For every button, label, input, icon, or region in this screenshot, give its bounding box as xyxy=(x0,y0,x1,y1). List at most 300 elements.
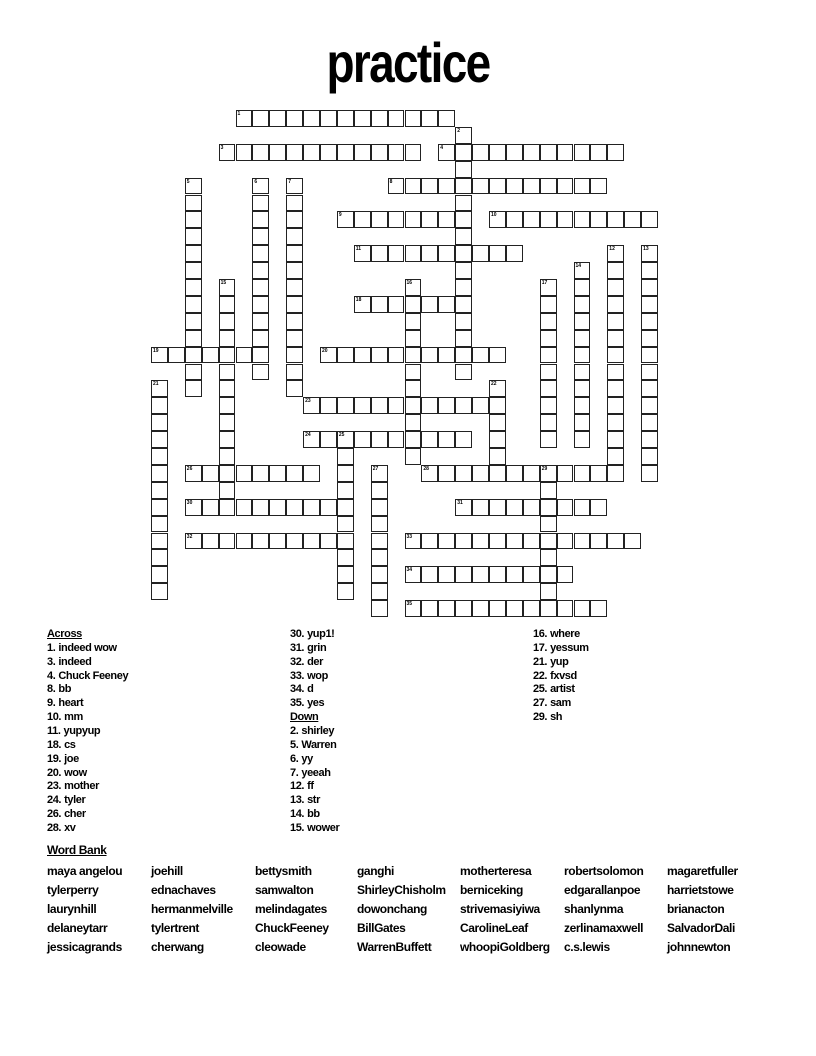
grid-cell[interactable] xyxy=(472,600,489,617)
grid-cell[interactable] xyxy=(286,279,303,296)
grid-cell[interactable] xyxy=(506,465,523,482)
grid-cell[interactable] xyxy=(438,211,455,228)
grid-cell[interactable] xyxy=(371,245,388,262)
grid-cell[interactable] xyxy=(540,600,557,617)
grid-cell[interactable] xyxy=(540,144,557,161)
grid-cell[interactable] xyxy=(337,465,354,482)
grid-cell[interactable] xyxy=(269,533,286,550)
grid-cell[interactable] xyxy=(219,482,236,499)
grid-cell[interactable] xyxy=(286,228,303,245)
grid-cell[interactable] xyxy=(489,566,506,583)
grid-cell[interactable] xyxy=(574,600,591,617)
grid-cell[interactable] xyxy=(252,499,269,516)
grid-cell[interactable] xyxy=(405,414,422,431)
grid-cell[interactable] xyxy=(269,144,286,161)
grid-cell[interactable] xyxy=(590,499,607,516)
grid-cell[interactable] xyxy=(438,296,455,313)
grid-cell[interactable] xyxy=(641,448,658,465)
grid-cell[interactable] xyxy=(388,296,405,313)
grid-cell[interactable] xyxy=(405,144,422,161)
grid-cell[interactable] xyxy=(489,448,506,465)
grid-cell[interactable] xyxy=(523,533,540,550)
grid-cell[interactable] xyxy=(438,245,455,262)
grid-cell[interactable] xyxy=(540,482,557,499)
grid-cell[interactable] xyxy=(252,245,269,262)
grid-cell[interactable] xyxy=(489,499,506,516)
grid-cell[interactable] xyxy=(574,330,591,347)
grid-cell[interactable] xyxy=(252,364,269,381)
grid-cell[interactable] xyxy=(421,296,438,313)
grid-cell[interactable] xyxy=(489,144,506,161)
grid-cell[interactable] xyxy=(540,499,557,516)
grid-cell[interactable] xyxy=(337,448,354,465)
grid-cell[interactable] xyxy=(540,313,557,330)
grid-cell[interactable] xyxy=(574,465,591,482)
grid-cell[interactable] xyxy=(388,144,405,161)
grid-cell[interactable] xyxy=(574,178,591,195)
grid-cell[interactable] xyxy=(455,465,472,482)
grid-cell[interactable] xyxy=(540,583,557,600)
grid-cell[interactable] xyxy=(438,533,455,550)
grid-cell[interactable] xyxy=(540,549,557,566)
grid-cell[interactable] xyxy=(472,178,489,195)
grid-cell[interactable] xyxy=(371,549,388,566)
grid-cell[interactable] xyxy=(337,533,354,550)
grid-cell[interactable] xyxy=(455,195,472,212)
grid-cell[interactable] xyxy=(219,296,236,313)
grid-cell[interactable] xyxy=(574,144,591,161)
grid-cell[interactable] xyxy=(337,397,354,414)
grid-cell[interactable] xyxy=(574,296,591,313)
grid-cell[interactable] xyxy=(286,144,303,161)
grid-cell[interactable] xyxy=(421,178,438,195)
grid-cell[interactable] xyxy=(506,499,523,516)
grid-cell[interactable] xyxy=(421,566,438,583)
grid-cell[interactable] xyxy=(489,414,506,431)
grid-cell[interactable] xyxy=(557,144,574,161)
grid-cell[interactable] xyxy=(641,347,658,364)
grid-cell[interactable] xyxy=(472,566,489,583)
grid-cell[interactable] xyxy=(303,397,320,414)
grid-cell[interactable] xyxy=(405,330,422,347)
grid-cell[interactable] xyxy=(455,600,472,617)
grid-cell[interactable] xyxy=(151,499,168,516)
grid-cell[interactable] xyxy=(286,178,303,195)
grid-cell[interactable] xyxy=(574,499,591,516)
grid-cell[interactable] xyxy=(607,397,624,414)
grid-cell[interactable] xyxy=(455,533,472,550)
grid-cell[interactable] xyxy=(438,347,455,364)
grid-cell[interactable] xyxy=(641,245,658,262)
grid-cell[interactable] xyxy=(337,499,354,516)
grid-cell[interactable] xyxy=(607,414,624,431)
grid-cell[interactable] xyxy=(641,279,658,296)
grid-cell[interactable] xyxy=(303,110,320,127)
grid-cell[interactable] xyxy=(574,262,591,279)
grid-cell[interactable] xyxy=(523,211,540,228)
grid-cell[interactable] xyxy=(286,465,303,482)
grid-cell[interactable] xyxy=(641,414,658,431)
grid-cell[interactable] xyxy=(506,144,523,161)
grid-cell[interactable] xyxy=(557,533,574,550)
grid-cell[interactable] xyxy=(151,448,168,465)
grid-cell[interactable] xyxy=(388,110,405,127)
grid-cell[interactable] xyxy=(151,549,168,566)
grid-cell[interactable] xyxy=(455,397,472,414)
grid-cell[interactable] xyxy=(489,533,506,550)
grid-cell[interactable] xyxy=(320,397,337,414)
grid-cell[interactable] xyxy=(472,397,489,414)
grid-cell[interactable] xyxy=(405,364,422,381)
grid-cell[interactable] xyxy=(185,313,202,330)
grid-cell[interactable] xyxy=(168,347,185,364)
grid-cell[interactable] xyxy=(641,262,658,279)
grid-cell[interactable] xyxy=(286,211,303,228)
grid-cell[interactable] xyxy=(337,516,354,533)
grid-cell[interactable] xyxy=(574,347,591,364)
grid-cell[interactable] xyxy=(641,313,658,330)
grid-cell[interactable] xyxy=(489,211,506,228)
grid-cell[interactable] xyxy=(607,431,624,448)
grid-cell[interactable] xyxy=(590,533,607,550)
grid-cell[interactable] xyxy=(523,178,540,195)
grid-cell[interactable] xyxy=(236,465,253,482)
grid-cell[interactable] xyxy=(252,279,269,296)
grid-cell[interactable] xyxy=(219,313,236,330)
grid-cell[interactable] xyxy=(489,465,506,482)
grid-cell[interactable] xyxy=(421,465,438,482)
grid-cell[interactable] xyxy=(540,279,557,296)
grid-cell[interactable] xyxy=(252,313,269,330)
grid-cell[interactable] xyxy=(438,178,455,195)
grid-cell[interactable] xyxy=(574,533,591,550)
grid-cell[interactable] xyxy=(371,296,388,313)
grid-cell[interactable] xyxy=(523,144,540,161)
grid-cell[interactable] xyxy=(269,465,286,482)
grid-cell[interactable] xyxy=(405,211,422,228)
grid-cell[interactable] xyxy=(388,347,405,364)
grid-cell[interactable] xyxy=(151,533,168,550)
grid-cell[interactable] xyxy=(252,296,269,313)
grid-cell[interactable] xyxy=(354,397,371,414)
grid-cell[interactable] xyxy=(590,465,607,482)
grid-cell[interactable] xyxy=(607,448,624,465)
grid-cell[interactable] xyxy=(371,397,388,414)
grid-cell[interactable] xyxy=(405,245,422,262)
grid-cell[interactable] xyxy=(540,431,557,448)
grid-cell[interactable] xyxy=(286,347,303,364)
grid-cell[interactable] xyxy=(540,347,557,364)
grid-cell[interactable] xyxy=(219,431,236,448)
grid-cell[interactable] xyxy=(405,566,422,583)
grid-cell[interactable] xyxy=(557,178,574,195)
grid-cell[interactable] xyxy=(388,178,405,195)
grid-cell[interactable] xyxy=(506,211,523,228)
grid-cell[interactable] xyxy=(641,397,658,414)
grid-cell[interactable] xyxy=(151,583,168,600)
grid-cell[interactable] xyxy=(455,144,472,161)
grid-cell[interactable] xyxy=(354,144,371,161)
grid-cell[interactable] xyxy=(185,211,202,228)
grid-cell[interactable] xyxy=(540,566,557,583)
grid-cell[interactable] xyxy=(438,397,455,414)
grid-cell[interactable] xyxy=(489,245,506,262)
grid-cell[interactable] xyxy=(202,533,219,550)
grid-cell[interactable] xyxy=(219,499,236,516)
grid-cell[interactable] xyxy=(506,245,523,262)
grid-cell[interactable] xyxy=(489,600,506,617)
grid-cell[interactable] xyxy=(574,313,591,330)
grid-cell[interactable] xyxy=(202,499,219,516)
grid-cell[interactable] xyxy=(219,364,236,381)
grid-cell[interactable] xyxy=(607,533,624,550)
grid-cell[interactable] xyxy=(252,211,269,228)
grid-cell[interactable] xyxy=(185,364,202,381)
grid-cell[interactable] xyxy=(421,533,438,550)
grid-cell[interactable] xyxy=(455,228,472,245)
grid-cell[interactable] xyxy=(624,211,641,228)
grid-cell[interactable] xyxy=(371,533,388,550)
grid-cell[interactable] xyxy=(472,533,489,550)
grid-cell[interactable] xyxy=(455,431,472,448)
grid-cell[interactable] xyxy=(438,465,455,482)
grid-cell[interactable] xyxy=(219,330,236,347)
grid-cell[interactable] xyxy=(421,600,438,617)
grid-cell[interactable] xyxy=(455,364,472,381)
grid-cell[interactable] xyxy=(185,245,202,262)
grid-cell[interactable] xyxy=(371,347,388,364)
grid-cell[interactable] xyxy=(151,347,168,364)
grid-cell[interactable] xyxy=(185,499,202,516)
grid-cell[interactable] xyxy=(438,566,455,583)
grid-cell[interactable] xyxy=(236,499,253,516)
grid-cell[interactable] xyxy=(540,211,557,228)
grid-cell[interactable] xyxy=(540,330,557,347)
grid-cell[interactable] xyxy=(455,262,472,279)
grid-cell[interactable] xyxy=(607,262,624,279)
grid-cell[interactable] xyxy=(252,228,269,245)
grid-cell[interactable] xyxy=(202,347,219,364)
grid-cell[interactable] xyxy=(557,211,574,228)
grid-cell[interactable] xyxy=(421,431,438,448)
grid-cell[interactable] xyxy=(455,296,472,313)
grid-cell[interactable] xyxy=(489,431,506,448)
grid-cell[interactable] xyxy=(590,178,607,195)
grid-cell[interactable] xyxy=(354,431,371,448)
grid-cell[interactable] xyxy=(388,245,405,262)
grid-cell[interactable] xyxy=(185,195,202,212)
grid-cell[interactable] xyxy=(371,431,388,448)
grid-cell[interactable] xyxy=(438,144,455,161)
grid-cell[interactable] xyxy=(151,465,168,482)
grid-cell[interactable] xyxy=(641,296,658,313)
grid-cell[interactable] xyxy=(286,245,303,262)
grid-cell[interactable] xyxy=(641,330,658,347)
grid-cell[interactable] xyxy=(574,397,591,414)
grid-cell[interactable] xyxy=(405,347,422,364)
grid-cell[interactable] xyxy=(405,600,422,617)
grid-cell[interactable] xyxy=(455,127,472,144)
grid-cell[interactable] xyxy=(405,431,422,448)
grid-cell[interactable] xyxy=(405,296,422,313)
grid-cell[interactable] xyxy=(320,110,337,127)
grid-cell[interactable] xyxy=(540,364,557,381)
grid-cell[interactable] xyxy=(388,397,405,414)
grid-cell[interactable] xyxy=(286,110,303,127)
grid-cell[interactable] xyxy=(540,397,557,414)
grid-cell[interactable] xyxy=(252,262,269,279)
grid-cell[interactable] xyxy=(354,347,371,364)
grid-cell[interactable] xyxy=(354,211,371,228)
grid-cell[interactable] xyxy=(185,533,202,550)
grid-cell[interactable] xyxy=(607,211,624,228)
grid-cell[interactable] xyxy=(540,414,557,431)
grid-cell[interactable] xyxy=(185,296,202,313)
grid-cell[interactable] xyxy=(185,380,202,397)
grid-cell[interactable] xyxy=(489,347,506,364)
grid-cell[interactable] xyxy=(185,330,202,347)
grid-cell[interactable] xyxy=(506,600,523,617)
grid-cell[interactable] xyxy=(455,330,472,347)
grid-cell[interactable] xyxy=(472,144,489,161)
grid-cell[interactable] xyxy=(455,279,472,296)
grid-cell[interactable] xyxy=(540,465,557,482)
grid-cell[interactable] xyxy=(354,245,371,262)
grid-cell[interactable] xyxy=(421,397,438,414)
grid-cell[interactable] xyxy=(320,499,337,516)
grid-cell[interactable] xyxy=(219,279,236,296)
grid-cell[interactable] xyxy=(151,431,168,448)
grid-cell[interactable] xyxy=(303,499,320,516)
grid-cell[interactable] xyxy=(202,465,219,482)
grid-cell[interactable] xyxy=(252,110,269,127)
grid-cell[interactable] xyxy=(286,364,303,381)
grid-cell[interactable] xyxy=(641,364,658,381)
grid-cell[interactable] xyxy=(286,195,303,212)
grid-cell[interactable] xyxy=(151,566,168,583)
grid-cell[interactable] xyxy=(405,397,422,414)
grid-cell[interactable] xyxy=(574,414,591,431)
grid-cell[interactable] xyxy=(455,245,472,262)
grid-cell[interactable] xyxy=(405,448,422,465)
grid-cell[interactable] xyxy=(455,566,472,583)
grid-cell[interactable] xyxy=(641,465,658,482)
grid-cell[interactable] xyxy=(455,313,472,330)
grid-cell[interactable] xyxy=(607,144,624,161)
grid-cell[interactable] xyxy=(371,600,388,617)
grid-cell[interactable] xyxy=(354,296,371,313)
grid-cell[interactable] xyxy=(303,144,320,161)
grid-cell[interactable] xyxy=(641,431,658,448)
grid-cell[interactable] xyxy=(185,347,202,364)
grid-cell[interactable] xyxy=(286,330,303,347)
grid-cell[interactable] xyxy=(607,245,624,262)
grid-cell[interactable] xyxy=(219,347,236,364)
grid-cell[interactable] xyxy=(421,347,438,364)
grid-cell[interactable] xyxy=(489,178,506,195)
grid-cell[interactable] xyxy=(489,380,506,397)
grid-cell[interactable] xyxy=(455,211,472,228)
grid-cell[interactable] xyxy=(151,380,168,397)
grid-cell[interactable] xyxy=(607,313,624,330)
grid-cell[interactable] xyxy=(455,347,472,364)
grid-cell[interactable] xyxy=(219,380,236,397)
grid-cell[interactable] xyxy=(405,178,422,195)
grid-cell[interactable] xyxy=(185,279,202,296)
grid-cell[interactable] xyxy=(388,431,405,448)
grid-cell[interactable] xyxy=(523,499,540,516)
grid-cell[interactable] xyxy=(337,583,354,600)
grid-cell[interactable] xyxy=(337,144,354,161)
grid-cell[interactable] xyxy=(641,380,658,397)
grid-cell[interactable] xyxy=(574,431,591,448)
grid-cell[interactable] xyxy=(151,482,168,499)
grid-cell[interactable] xyxy=(472,245,489,262)
grid-cell[interactable] xyxy=(151,414,168,431)
grid-cell[interactable] xyxy=(185,465,202,482)
grid-cell[interactable] xyxy=(286,380,303,397)
grid-cell[interactable] xyxy=(320,431,337,448)
grid-cell[interactable] xyxy=(540,178,557,195)
grid-cell[interactable] xyxy=(151,516,168,533)
grid-cell[interactable] xyxy=(421,245,438,262)
grid-cell[interactable] xyxy=(405,313,422,330)
grid-cell[interactable] xyxy=(337,211,354,228)
grid-cell[interactable] xyxy=(506,533,523,550)
grid-cell[interactable] xyxy=(388,211,405,228)
grid-cell[interactable] xyxy=(455,499,472,516)
grid-cell[interactable] xyxy=(219,397,236,414)
grid-cell[interactable] xyxy=(540,516,557,533)
grid-cell[interactable] xyxy=(405,533,422,550)
grid-cell[interactable] xyxy=(303,465,320,482)
grid-cell[interactable] xyxy=(219,414,236,431)
grid-cell[interactable] xyxy=(252,144,269,161)
grid-cell[interactable] xyxy=(438,110,455,127)
grid-cell[interactable] xyxy=(252,465,269,482)
grid-cell[interactable] xyxy=(472,465,489,482)
grid-cell[interactable] xyxy=(252,195,269,212)
grid-cell[interactable] xyxy=(455,161,472,178)
grid-cell[interactable] xyxy=(438,600,455,617)
grid-cell[interactable] xyxy=(607,364,624,381)
grid-cell[interactable] xyxy=(337,110,354,127)
grid-cell[interactable] xyxy=(371,465,388,482)
grid-cell[interactable] xyxy=(421,110,438,127)
grid-cell[interactable] xyxy=(489,397,506,414)
grid-cell[interactable] xyxy=(371,110,388,127)
grid-cell[interactable] xyxy=(607,296,624,313)
grid-cell[interactable] xyxy=(252,178,269,195)
grid-cell[interactable] xyxy=(523,465,540,482)
grid-cell[interactable] xyxy=(371,566,388,583)
grid-cell[interactable] xyxy=(506,178,523,195)
grid-cell[interactable] xyxy=(371,211,388,228)
grid-cell[interactable] xyxy=(236,110,253,127)
grid-cell[interactable] xyxy=(252,533,269,550)
grid-cell[interactable] xyxy=(405,380,422,397)
grid-cell[interactable] xyxy=(252,330,269,347)
grid-cell[interactable] xyxy=(337,347,354,364)
grid-cell[interactable] xyxy=(438,431,455,448)
grid-cell[interactable] xyxy=(405,110,422,127)
grid-cell[interactable] xyxy=(320,347,337,364)
grid-cell[interactable] xyxy=(371,516,388,533)
grid-cell[interactable] xyxy=(624,533,641,550)
grid-cell[interactable] xyxy=(286,313,303,330)
grid-cell[interactable] xyxy=(303,533,320,550)
grid-cell[interactable] xyxy=(574,211,591,228)
